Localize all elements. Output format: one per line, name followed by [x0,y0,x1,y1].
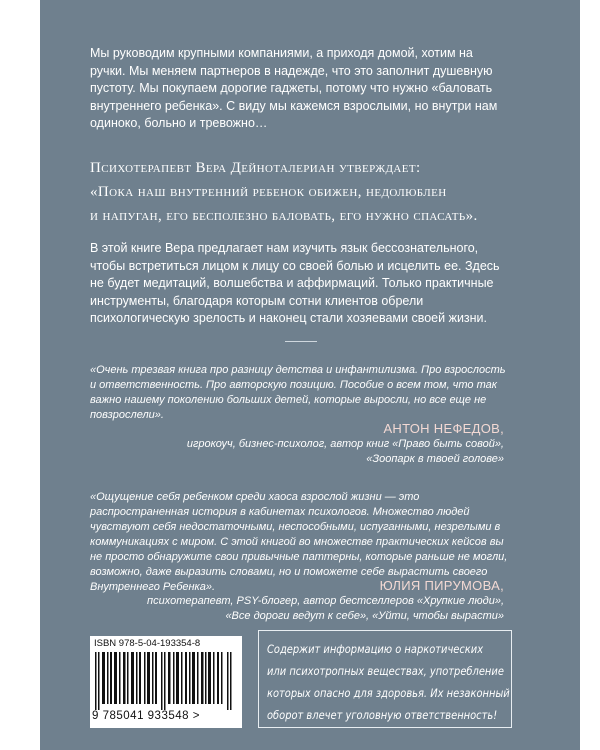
barcode-digits: 9 785041 933548 > [92,710,200,722]
content-warning-box [258,630,512,728]
headline-quote [90,156,520,228]
headline-line-3: и напуган, его бесполезно баловать, его нужно спасать». [90,208,478,224]
review-quote-1: «Очень трезвая книга про разницу детства и инфантилизма. Про взрослость и ответственность. Про авторскую позицию. Пособие о всем том, что так важно нашему поколению больших детей, которые выросли, но все еще не повзрослели». [90,364,506,421]
review-role-1-line-1: игрокоуч, бизнес-психолог, автор книг «Право быть совой», [186,438,504,450]
section-divider [285,341,317,342]
description-paragraph: В этой книге Вера предлагает нам изучить язык бессознательного, чтобы встретиться лицом к лицу со своей болью и исцелить ее. Здесь не будет медитаций, волшебства и аффирмаций. Только практичные инструменты, благодаря которым сотни клиентов обрели психологическую зрелость и наконец стали хозяевами своей жизни. [90,241,500,325]
review-role-1-line-2: «Зоопарк в твоей голове» [366,453,504,465]
barcode-icon [93,652,239,710]
review-author-1: АНТОН НЕФЕДОВ, [383,421,504,436]
review-role-2-line-1: психотерапевт, PSY-блогер, автор бестселлеров «Хрупкие люди», [147,595,504,607]
warning-line-2: или психотропных веществах, употребление [267,664,504,678]
warning-line-1: Содержит информацию о наркотических [267,642,484,656]
review-author-role-1 [187,437,504,467]
barcode-block [90,636,242,728]
headline-line-1: Психотерапевт Вера Дейноталериан утверждает: [90,160,421,176]
warning-line-4: оборот влечет уголовную ответственность! [267,708,498,722]
intro-paragraph: Мы руководим крупными компаниями, а приходя домой, хотим на ручки. Мы меняем партнеров в надежде, что это заполнит душевную пустоту. Мы покупаем дорогие гаджеты, потому что нужно «баловать внутреннего ребенка». С виду мы кажемся взрослыми, но внутри нам одиноко, больно и тревожно… [90,46,498,130]
review-quote-2: «Ощущение себя ребенком среди хаоса взрослой жизни — это распространенная история в кабинетах психологов. Множество людей чувствуют себя недостаточными, неспособными, испуганными, незрелыми в коммуникациях с миром. С этой книгой во множестве практических кейсов вы не просто обнаружите свои привычные паттерны, которые раньше не могли, возможно, даже выразить словами, но и поможете себе вырастить своего Внутреннего Ребенка». [90,491,508,593]
headline-line-2: «Пока наш внутренний ребенок обижен, недолюблен [90,184,447,200]
review-role-2-line-2: «Все дороги ведут к себе», «Уйти, чтобы вырасти» [225,610,504,622]
warning-line-3: которых опасно для здоровья. Их незаконный [267,686,510,700]
isbn-label: ISBN 978-5-04-193354-8 [94,638,201,649]
review-author-2: ЮЛИЯ ПИРУМОВА, [379,578,504,593]
review-author-role-2 [147,594,504,624]
